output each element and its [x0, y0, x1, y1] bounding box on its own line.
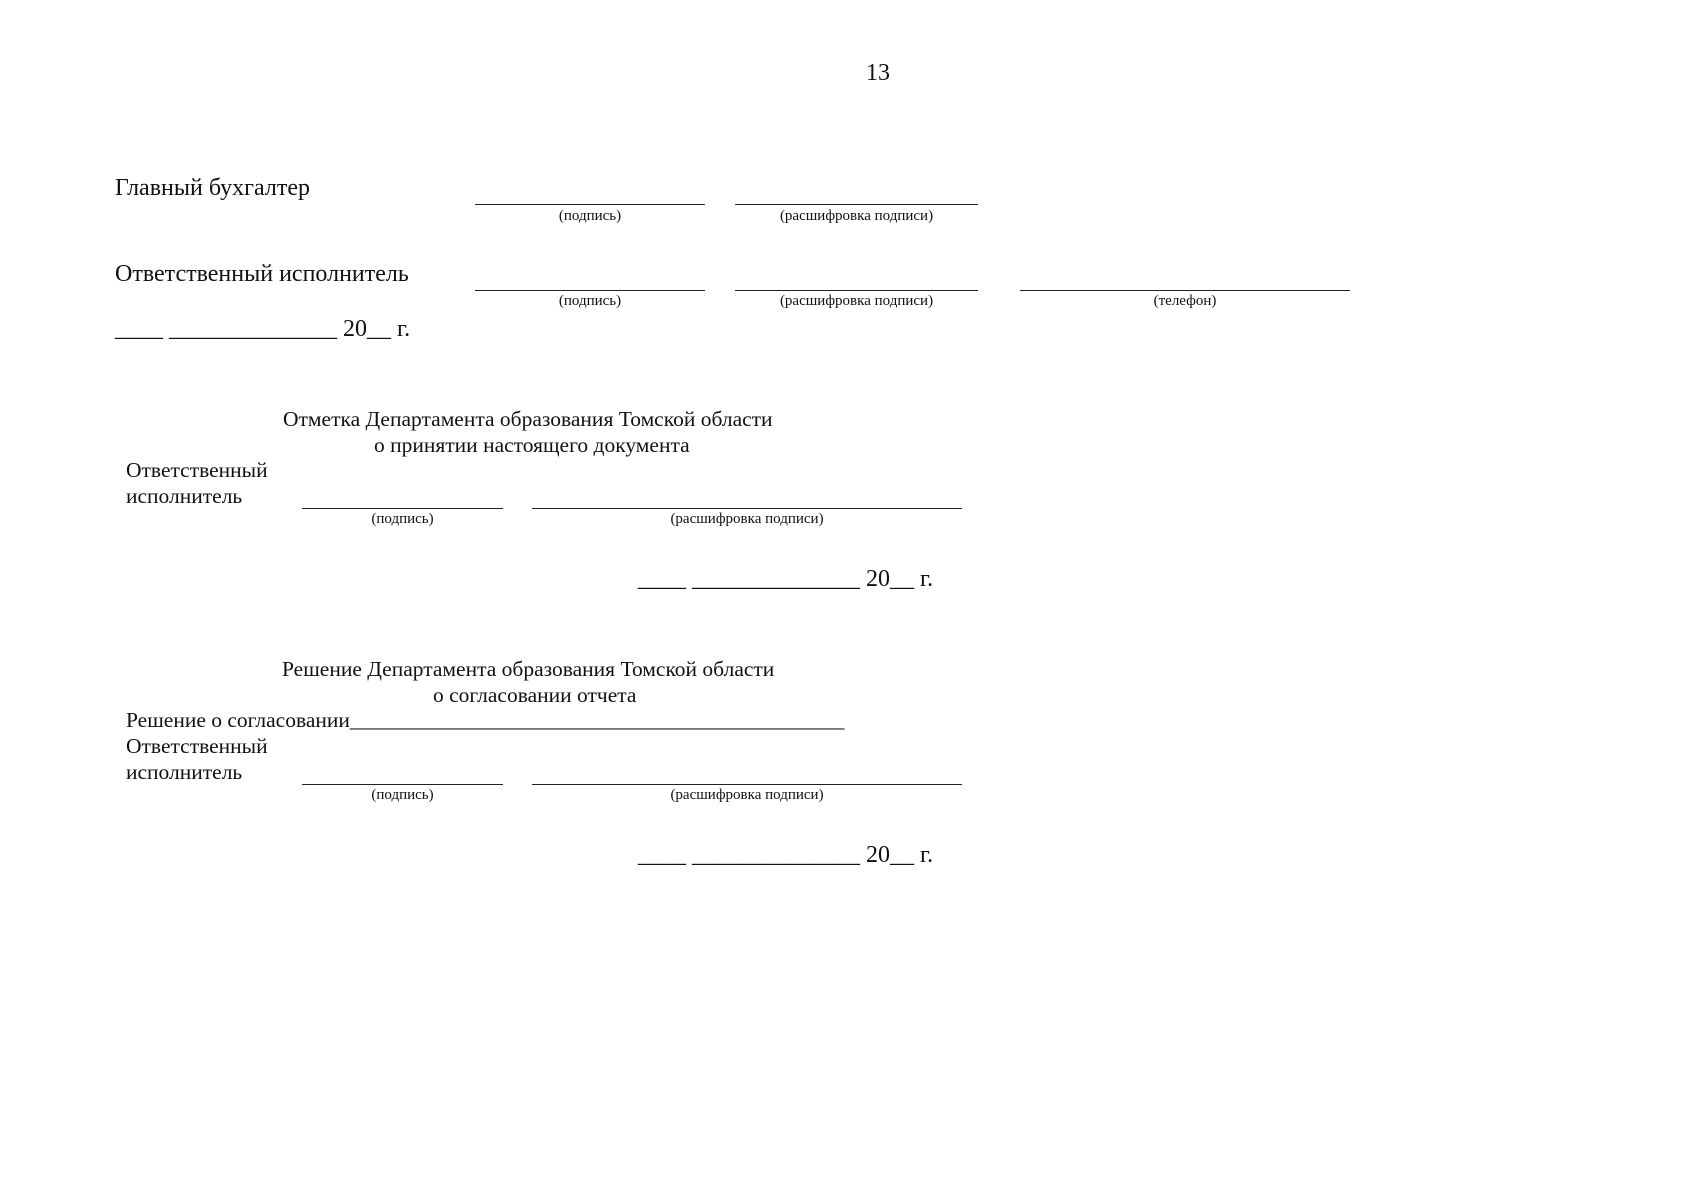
responsible-executor-label: Ответственный исполнитель — [115, 261, 409, 287]
section3-decode-caption: (расшифровка подписи) — [670, 787, 824, 803]
section2-responsible-line1: Ответственный — [126, 458, 268, 482]
section1-date-line[interactable]: ____ ______________ 20__ г. — [115, 316, 411, 342]
section2-title-line1: Отметка Департамента образования Томской области — [283, 407, 773, 431]
responsible-signature-caption: (подпись) — [558, 293, 622, 309]
responsible-signature-line[interactable] — [475, 290, 705, 291]
section3-title-line1: Решение Департамента образования Томской области — [282, 657, 775, 681]
chief-accountant-decode-line[interactable] — [735, 204, 978, 205]
section3-signature-caption: (подпись) — [371, 787, 434, 803]
responsible-decode-line[interactable] — [735, 290, 978, 291]
section2-signature-line[interactable] — [302, 508, 503, 509]
section3-decode-line[interactable] — [532, 784, 962, 785]
chief-accountant-label: Главный бухгалтер — [115, 175, 310, 201]
responsible-decode-caption: (расшифровка подписи) — [779, 293, 934, 309]
chief-accountant-signature-line[interactable] — [475, 204, 705, 205]
section3-date-line[interactable]: ____ ______________ 20__ г. — [638, 842, 934, 868]
section2-decode-line[interactable] — [532, 508, 962, 509]
section3-responsible-line1: Ответственный — [126, 734, 268, 758]
chief-accountant-decode-caption: (расшифровка подписи) — [779, 208, 934, 224]
decision-blank[interactable]: ______________________________________________ — [349, 708, 845, 732]
chief-accountant-signature-caption: (подпись) — [558, 208, 622, 224]
section2-date-line[interactable]: ____ ______________ 20__ г. — [638, 566, 934, 592]
section2-decode-caption: (расшифровка подписи) — [670, 511, 824, 527]
section3-signature-line[interactable] — [302, 784, 503, 785]
section2-responsible-line2: исполнитель — [126, 484, 243, 508]
section2-signature-caption: (подпись) — [371, 511, 434, 527]
section2-title-line2: о принятии настоящего документа — [374, 433, 690, 457]
decision-row[interactable] — [126, 708, 844, 733]
section3-title-line2: о согласовании отчета — [433, 683, 637, 707]
section3-responsible-line2: исполнитель — [126, 760, 243, 784]
page-number: 13 — [866, 60, 890, 86]
responsible-phone-caption: (телефон) — [1153, 293, 1217, 309]
decision-label: Решение о согласовании — [126, 708, 350, 732]
responsible-phone-line[interactable] — [1020, 290, 1350, 291]
